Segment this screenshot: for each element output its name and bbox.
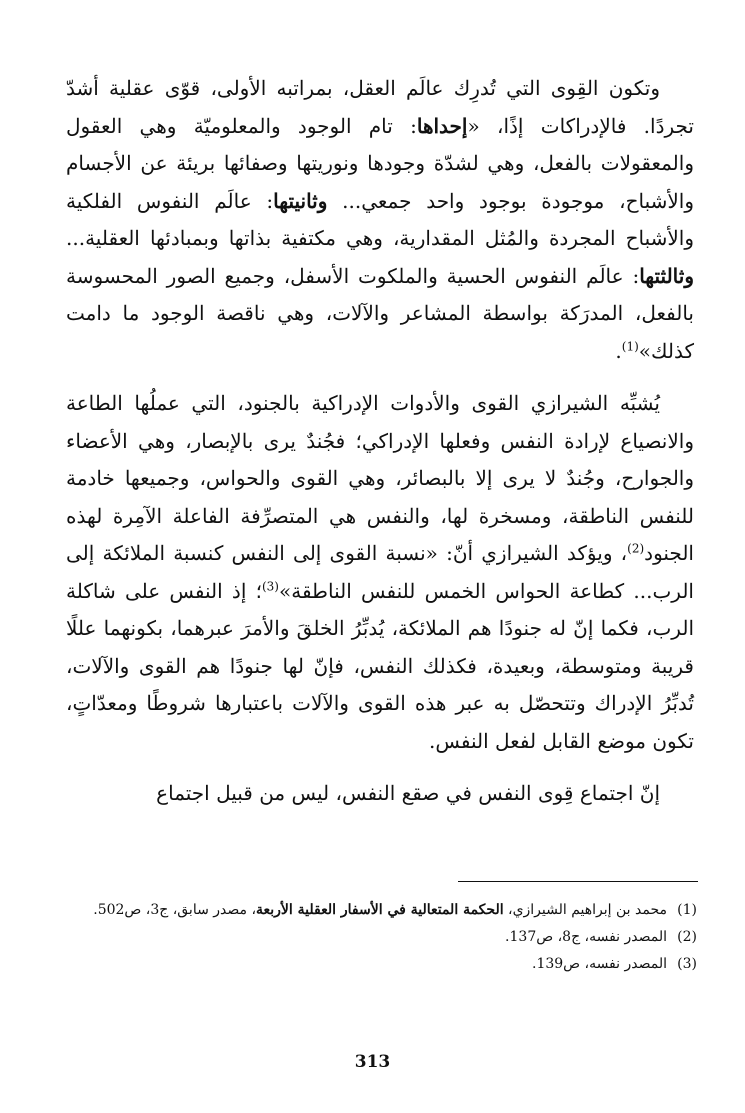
footnote-ref-2[interactable]: (2) [627, 541, 645, 556]
footnote-number: (2) [677, 929, 697, 945]
paragraph-1 [66, 70, 694, 370]
footnote-number: (1) [677, 902, 697, 918]
footnote-book-title: الحكمة المتعالية في الأسفار العقلية الأربعة [256, 902, 504, 918]
footnote-author: محمد بن إبراهيم الشيرازي، [503, 902, 667, 918]
paragraph-3 [66, 775, 694, 813]
p1-text-1: وتكون القِوى التي تُدرِك عالَم العقل، بمراتبه الأولى، قوّى عقلية أشدّ تجردًا. فالإدراكات إذًا، « [66, 76, 694, 138]
p2-text-1: يُشبِّه الشيرازي القوى والأدوات الإدراكية بالجنود، التي عملُها الطاعة والانصياع لإرادة النفس وفعلها الإدراكي؛ فجُندٌ يرى بالإبصار، وهي الأعضاء والجوارح، وجُندٌ لا يرى إلا بالبصائر، وهي القوى والحواس، وجميعها خادمة للنفس الناطقة، ومسخرة لها، والنفس هي المتصرِّفة الفاعلة الآمِرة لهذه الجنود [66, 391, 694, 565]
footnote-text: المصدر نفسه، ص139. [531, 956, 667, 972]
p1-text-3: : عالَم النفوس الفلكية والأشباح المجردة والمُثل المقدارية، وهي مكتفية بذاتها وبمبادئها العقلية... [66, 188, 694, 250]
p2-text-2: ، ويؤكد الشيرازي أنّ: «نسبة القوى إلى النفس كنسبة الملائكة إلى الرب... كطاعة الحواس الخمس للنفس الناطقة» [66, 541, 694, 603]
page-number: 313 [354, 1052, 391, 1072]
p1-end: . [615, 338, 622, 363]
footnote-text: المصدر نفسه، ج8، ص137. [505, 929, 667, 945]
footnote-text [66, 897, 667, 924]
footnote-item [66, 897, 697, 924]
footnote-item [66, 924, 697, 951]
p1-label-third: وثالثتها [639, 263, 694, 288]
main-text [66, 70, 694, 813]
p1-text-4: : عالَم النفوس الحسية والملكوت الأسفل، وجميع الصور المحسوسة بالفعل، المدرَكة بواسطة المشاعر والآلات، وهي ناقصة الوجود ما دامت كذلك» [66, 263, 694, 363]
p1-text-2: : تام الوجود والمعلوميّة وهي العقول والمعقولات بالفعل، وهي لشدّة وجودها ونوريتها وصفائها بريئة عن الأجسام والأشباح، موجودة بوجود واحد جمعي... [66, 113, 694, 213]
footnote-separator [458, 881, 698, 882]
footnote-number: (3) [677, 956, 697, 972]
footnote-ref-3[interactable]: (3) [261, 578, 279, 593]
p1-label-first: إحداها [416, 113, 468, 138]
footnotes [66, 897, 697, 978]
footnote-citation: ، مصدر سابق، ج3، ص502. [93, 902, 256, 918]
p2-text-3: ؛ إذ النفس على شاكلة الرب، فكما إنّ له جنودًا هم الملائكة، يُدبِّرُ الخلقَ والأمرَ عبرهما، بكونهما عللًا قريبة ومتوسطة، وبعيدة، فكذلك النفس، فإنّ لها جنودًا هم القوى والآلات، تُدبِّرُ الإدراك وتتحصّل به عبر هذه القوى والآلات باعتبارها شروطًا ومعدّاتٍ، تكون موضع القابل لفعل النفس. [66, 578, 694, 753]
footnote-item [66, 951, 697, 978]
footnote-ref-1[interactable]: (1) [621, 338, 639, 353]
p1-label-second: وثانيتها [273, 188, 328, 213]
p3-text-1: إنّ اجتماع قِوى النفس في صقع النفس، ليس من قبيل اجتماع [156, 781, 660, 805]
paragraph-2 [66, 385, 694, 760]
